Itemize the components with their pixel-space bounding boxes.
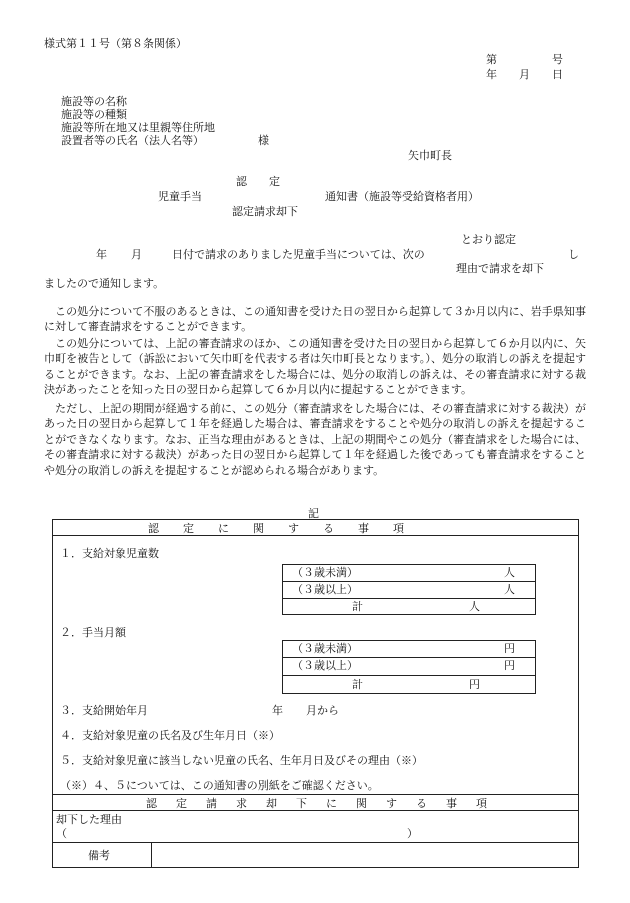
divider <box>282 657 536 658</box>
remarks-label: 備考 <box>88 849 110 862</box>
issuer: 矢巾町長 <box>408 149 452 162</box>
rejection-reason-paren-open: （ <box>56 827 67 840</box>
title-nintei: 認 定 <box>236 175 280 188</box>
body-continuation: ましたので通知します。 <box>44 277 165 290</box>
facility-name-label: 施設等の名称 <box>61 95 127 108</box>
notice-paragraph-2: この処分については、上記の審査請求のほか、この通知書を受けた日の翌日から起算して６か月以内に、矢巾町を被告として（訴訟において矢巾町を代表する者は矢巾町長となります。）、処分の取消しの訴えを提起することができます。なお、上記の審査請求をした場合には、処分の取消しの訴えは、その審査請求に対する裁決があったことを知った日の翌日から起算して６か月以内に提起することができます。 <box>44 337 586 397</box>
item5-label: ５．支給対象児童に該当しない児童の氏名、生年月日及びその理由（※） <box>60 754 423 767</box>
divider <box>282 675 536 676</box>
title-tsuchisho: 通知書（施設等受給資格者用） <box>325 190 479 203</box>
monthly-amount-over3-label: （３歳以上） <box>292 659 358 672</box>
body-year: 年 <box>96 248 107 261</box>
kyakka-section-header: 認定請求却下に関する事項 <box>146 797 506 810</box>
facility-address-label: 施設等所在地又は里親等住所地 <box>61 121 215 134</box>
child-count-under3-label: （３歳未満） <box>292 566 358 579</box>
form-number: 様式第１１号（第８条関係） <box>44 37 187 50</box>
item2-label: ２．手当月額 <box>60 626 126 639</box>
child-count-total-label: 計 <box>352 600 363 613</box>
body-toori-nintei: とおり認定 <box>461 233 516 246</box>
body-shi: し <box>568 248 579 261</box>
title-nintei-seikyu-kyakka: 認定請求却下 <box>232 205 298 218</box>
notice-paragraph-1: この処分について不服のあるときは、この通知書を受けた日の翌日から起算して３か月以内に、岩手県知事に対して審査請求をすることができます。 <box>44 305 586 334</box>
founder-name-label: 設置者等の氏名（法人名等） <box>61 134 204 147</box>
note: （※）４、５については、この通知書の別紙をご確認ください。 <box>60 779 379 792</box>
item4-label: ４．支給対象児童の氏名及び生年月日（※） <box>60 729 280 742</box>
item3-month: 月から <box>306 704 339 717</box>
child-count-under3-unit: 人 <box>504 566 515 579</box>
body-riyuu-kyakka: 理由で請求を却下 <box>456 262 544 275</box>
body-text: 日付で請求のありました児童手当については、次の <box>172 248 425 261</box>
divider <box>52 535 579 536</box>
child-count-over3-unit: 人 <box>504 583 515 596</box>
monthly-amount-total-unit: 円 <box>469 678 480 691</box>
nintei-section-header: 認定に関する事項 <box>148 522 428 535</box>
divider <box>52 794 579 795</box>
rejection-reason-paren-close: ） <box>407 827 418 840</box>
divider <box>52 842 579 843</box>
item3-label: ３．支給開始年月 <box>60 704 148 717</box>
divider <box>282 581 536 582</box>
monthly-amount-under3-unit: 円 <box>504 642 515 655</box>
item1-label: １．支給対象児童数 <box>60 547 159 560</box>
child-count-total-unit: 人 <box>469 600 480 613</box>
issue-date: 年 月 日 <box>486 68 563 81</box>
document-number: 第 号 <box>486 53 563 66</box>
monthly-amount-total-label: 計 <box>352 678 363 691</box>
ki-label: 記 <box>308 507 319 520</box>
rejection-reason-label: 却下した理由 <box>56 813 122 826</box>
child-count-over3-label: （３歳以上） <box>292 583 358 596</box>
divider <box>52 810 579 811</box>
divider <box>151 842 152 868</box>
item3-year: 年 <box>272 704 283 717</box>
honorific: 様 <box>258 134 269 147</box>
monthly-amount-over3-unit: 円 <box>504 659 515 672</box>
facility-type-label: 施設等の種類 <box>61 108 127 121</box>
divider <box>282 598 536 599</box>
title-jidou-teate: 児童手当 <box>158 190 202 203</box>
body-month: 月 <box>131 248 142 261</box>
notice-paragraph-3: ただし、上記の期間が経過する前に、この処分（審査請求をした場合には、その審査請求に対する裁決）があった日の翌日から起算して１年を経過した場合は、審査請求をすることや処分の取消しの訴えを提起することができなくなります。なお、正当な理由があるときは、上記の期間やこの処分（審査請求をした場合には、その審査請求に対する裁決）があった日の翌日から起算して１年を経過した後であっても審査請求をすることや処分の取消しの訴えを提起することが認められる場合があります。 <box>44 402 586 477</box>
monthly-amount-under3-label: （３歳未満） <box>292 642 358 655</box>
